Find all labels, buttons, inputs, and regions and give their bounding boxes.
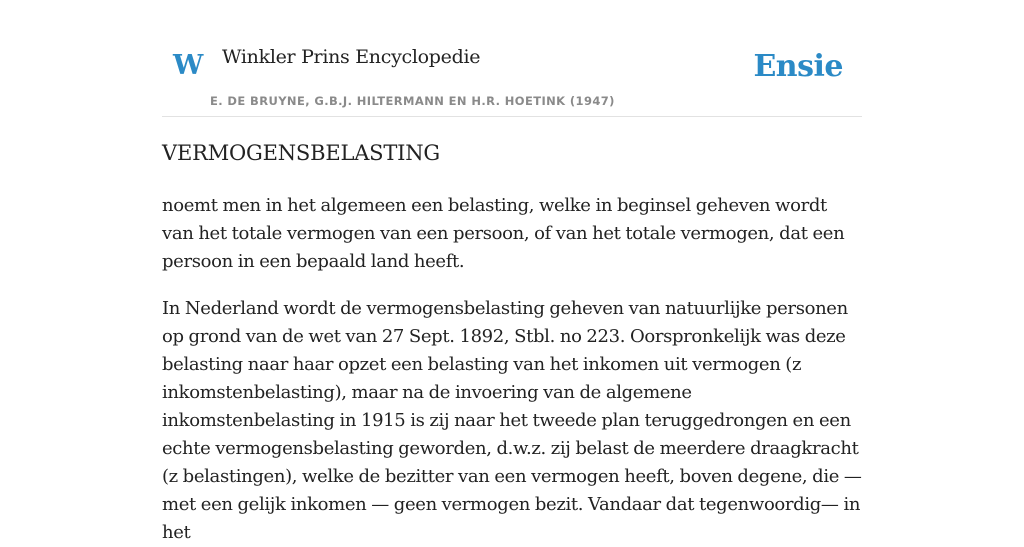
entry-body: [162, 192, 862, 547]
entry-title: VERMOGENSBELASTING: [162, 141, 441, 165]
page-container: [162, 0, 862, 547]
entry-paragraph: noemt men in het algemeen een belasting, welke in beginsel geheven wordt van het totale vermogen van een persoon, of van het totale vermogen, dat een persoon in een bepaald land heeft.: [162, 195, 845, 273]
publication-authors: E. DE BRUYNE, G.B.J. HILTERMANN EN H.R. HOETINK (1947): [210, 94, 615, 108]
ensie-brand-link[interactable]: Ensie: [753, 49, 843, 84]
publication-title[interactable]: Winkler Prins Encyclopedie: [222, 46, 481, 68]
winkler-prins-logo[interactable]: W: [173, 50, 204, 81]
header: [162, 0, 862, 117]
entry-paragraph: In Nederland wordt de vermogensbelasting geheven van natuurlijke personen op grond van de wet van 27 Sept. 1892, Stbl. no 223. Oorspronkelijk was deze belasting naar haar opzet een belasting van het inkomen uit vermogen (z inkomstenbelasting), maar na de invoering van de algemene inkomstenbelasting in 1915 is zij naar het tweede plan teruggedrongen en een echte vermogensbelasting geworden, d.w.z. zij belast de meerdere draagkracht (z belastingen), welke de bezitter van een vermogen heeft, boven degene, die — met een gelijk inkomen — geen vermogen bezit. Vandaar dat tegenwoordig— in het: [162, 298, 862, 544]
